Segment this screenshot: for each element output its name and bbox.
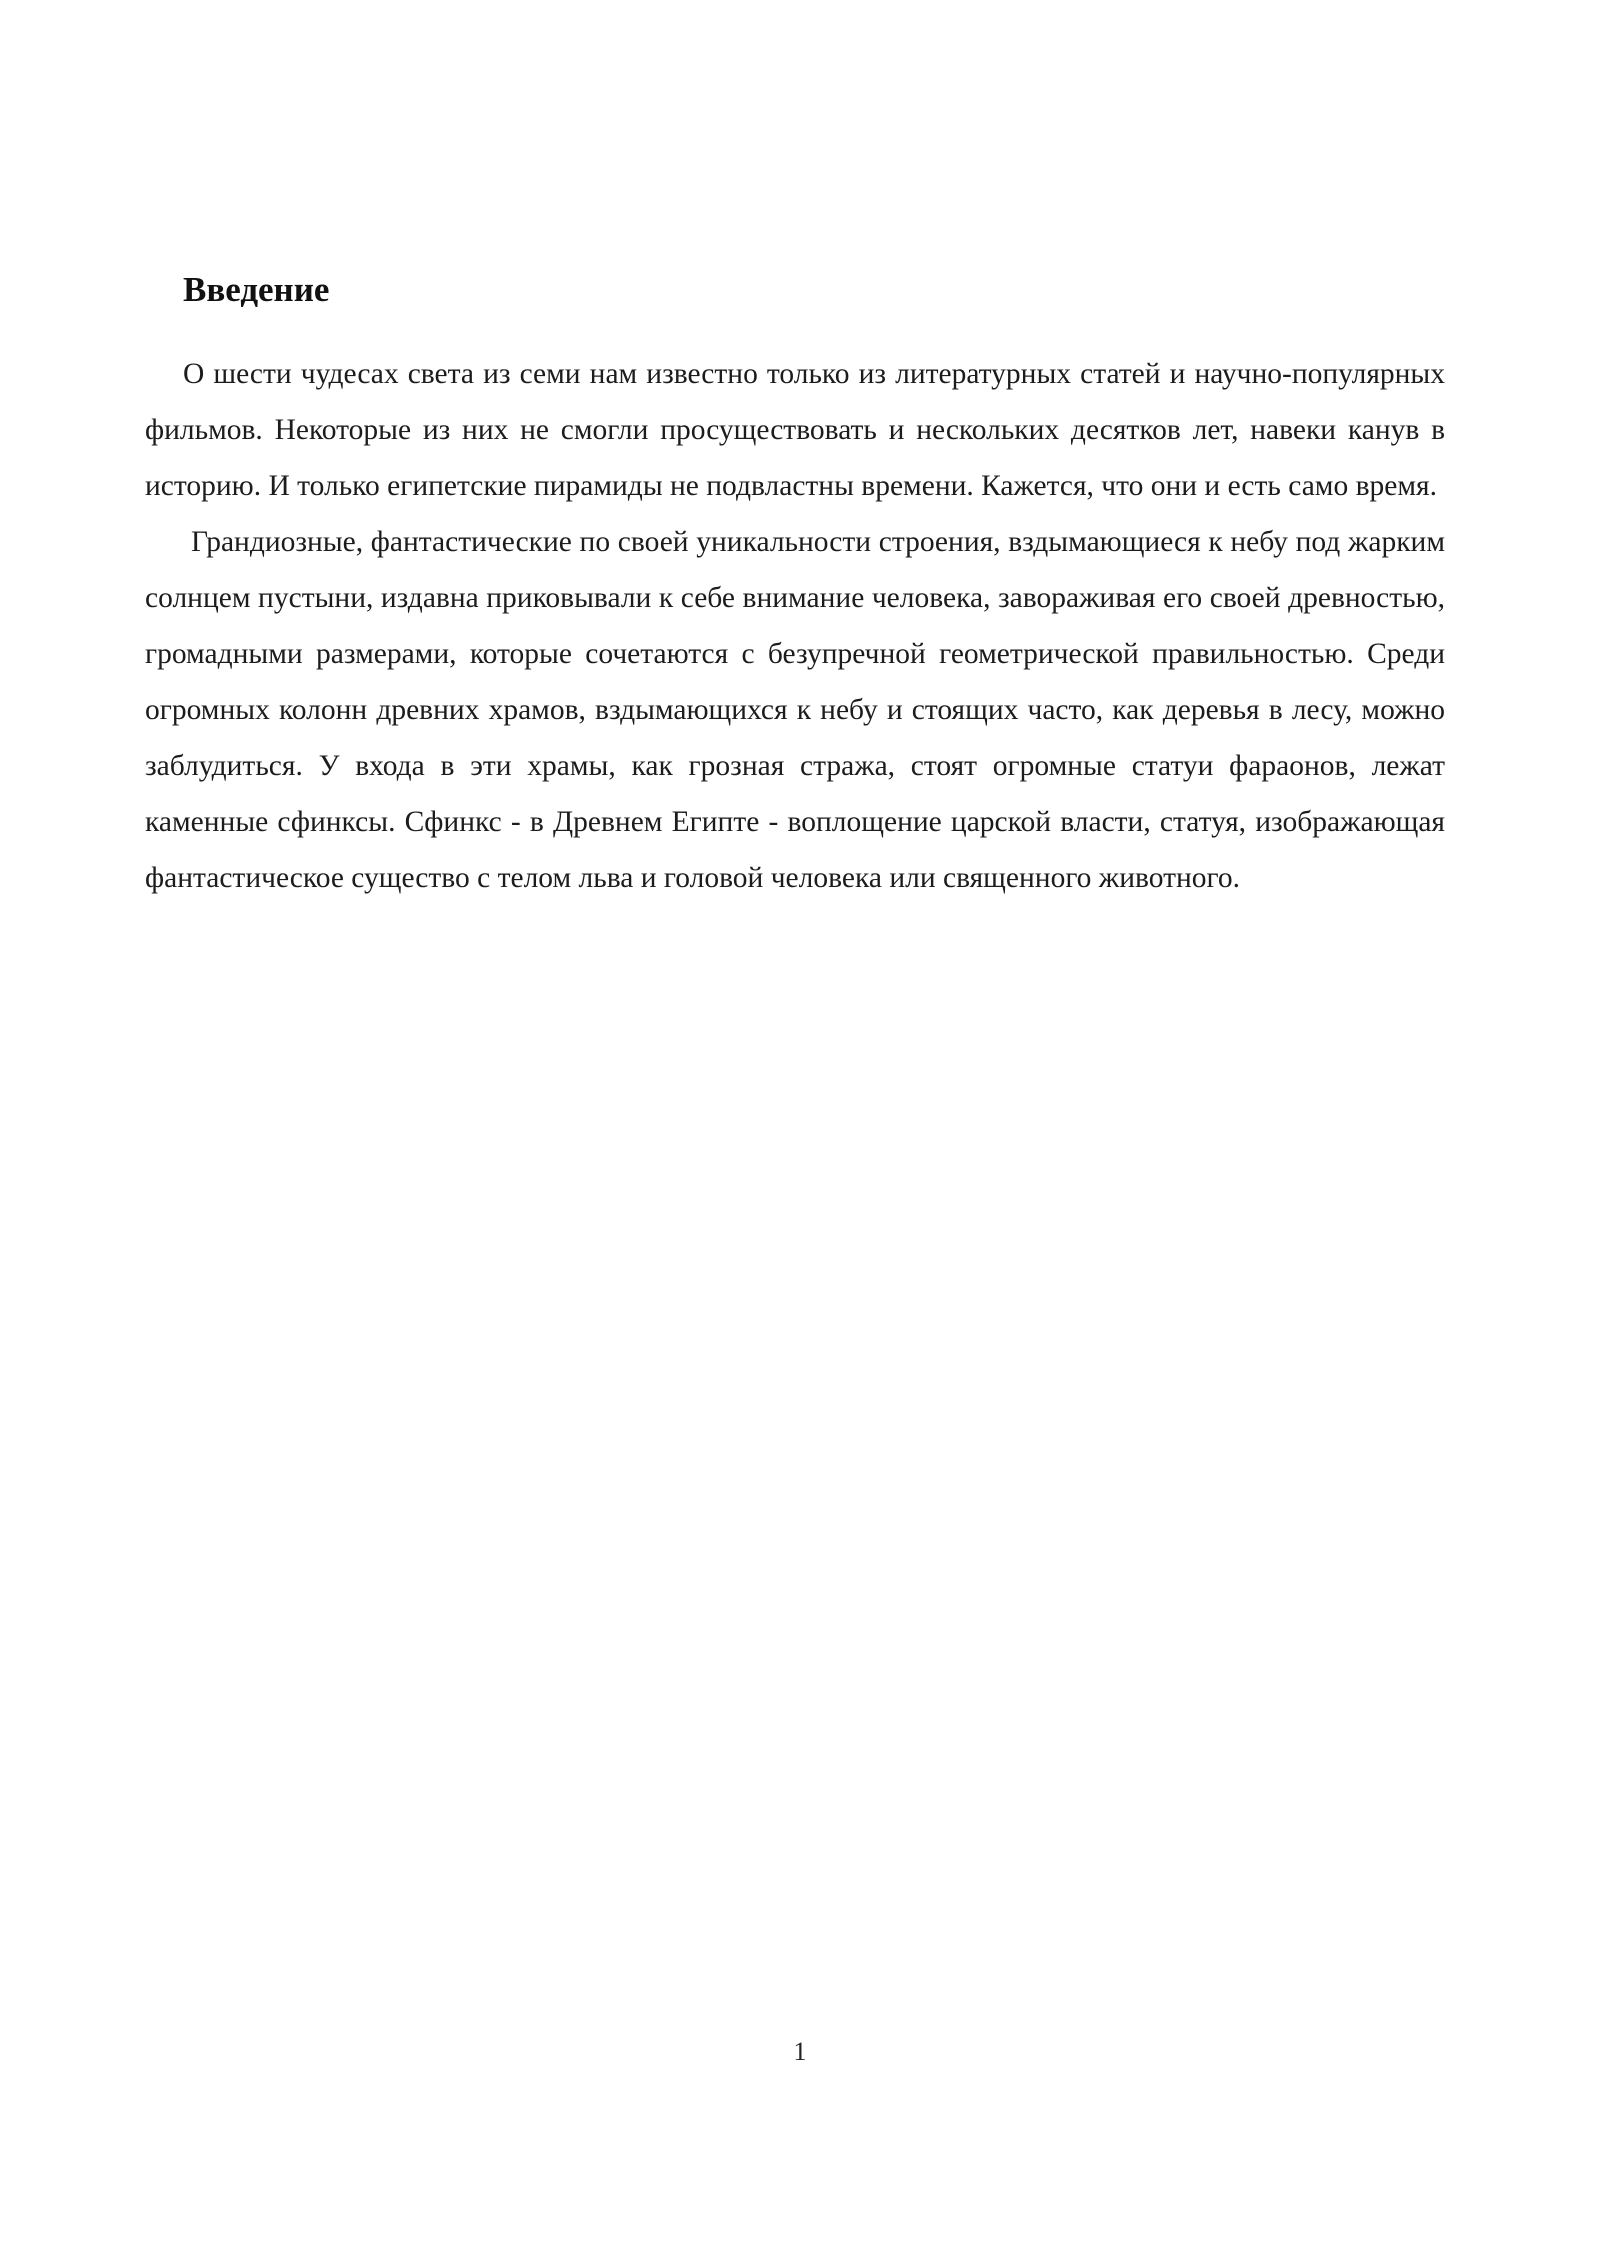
body-text (145, 346, 1445, 906)
paragraph-1: О шести чудесах света из семи нам известно только из литературных статей и научно-популярных фильмов. Некоторые из них не смогли просуществовать и нескольких десятков лет, навеки канув в историю. И только египетские пирамиды не подвластны времени. Кажется, что они и есть само время. (145, 358, 1445, 502)
paragraph-2: Грандиозные, фантастические по своей уникальности строения, вздымающиеся к небу под жарким солнцем пустыни, издавна приковывали к себе внимание человека, завораживая его своей древностью, громадными размерами, которые сочетаются с безупречной геометрической правильностью. Среди огромных колонн древних храмов, вздымающихся к небу и стоящих часто, как деревья в лесу, можно заблудиться. У входа в эти храмы, как грозная стража, стоят огромные статуи фараонов, лежат каменные сфинксы. Сфинкс - в Древнем Египте - воплощение царской власти, статуя, изображающая фантастическое существо с телом льва и головой человека или священного животного. (145, 526, 1445, 894)
section-heading: Введение (183, 270, 330, 309)
page-number: 1 (793, 2037, 807, 2066)
